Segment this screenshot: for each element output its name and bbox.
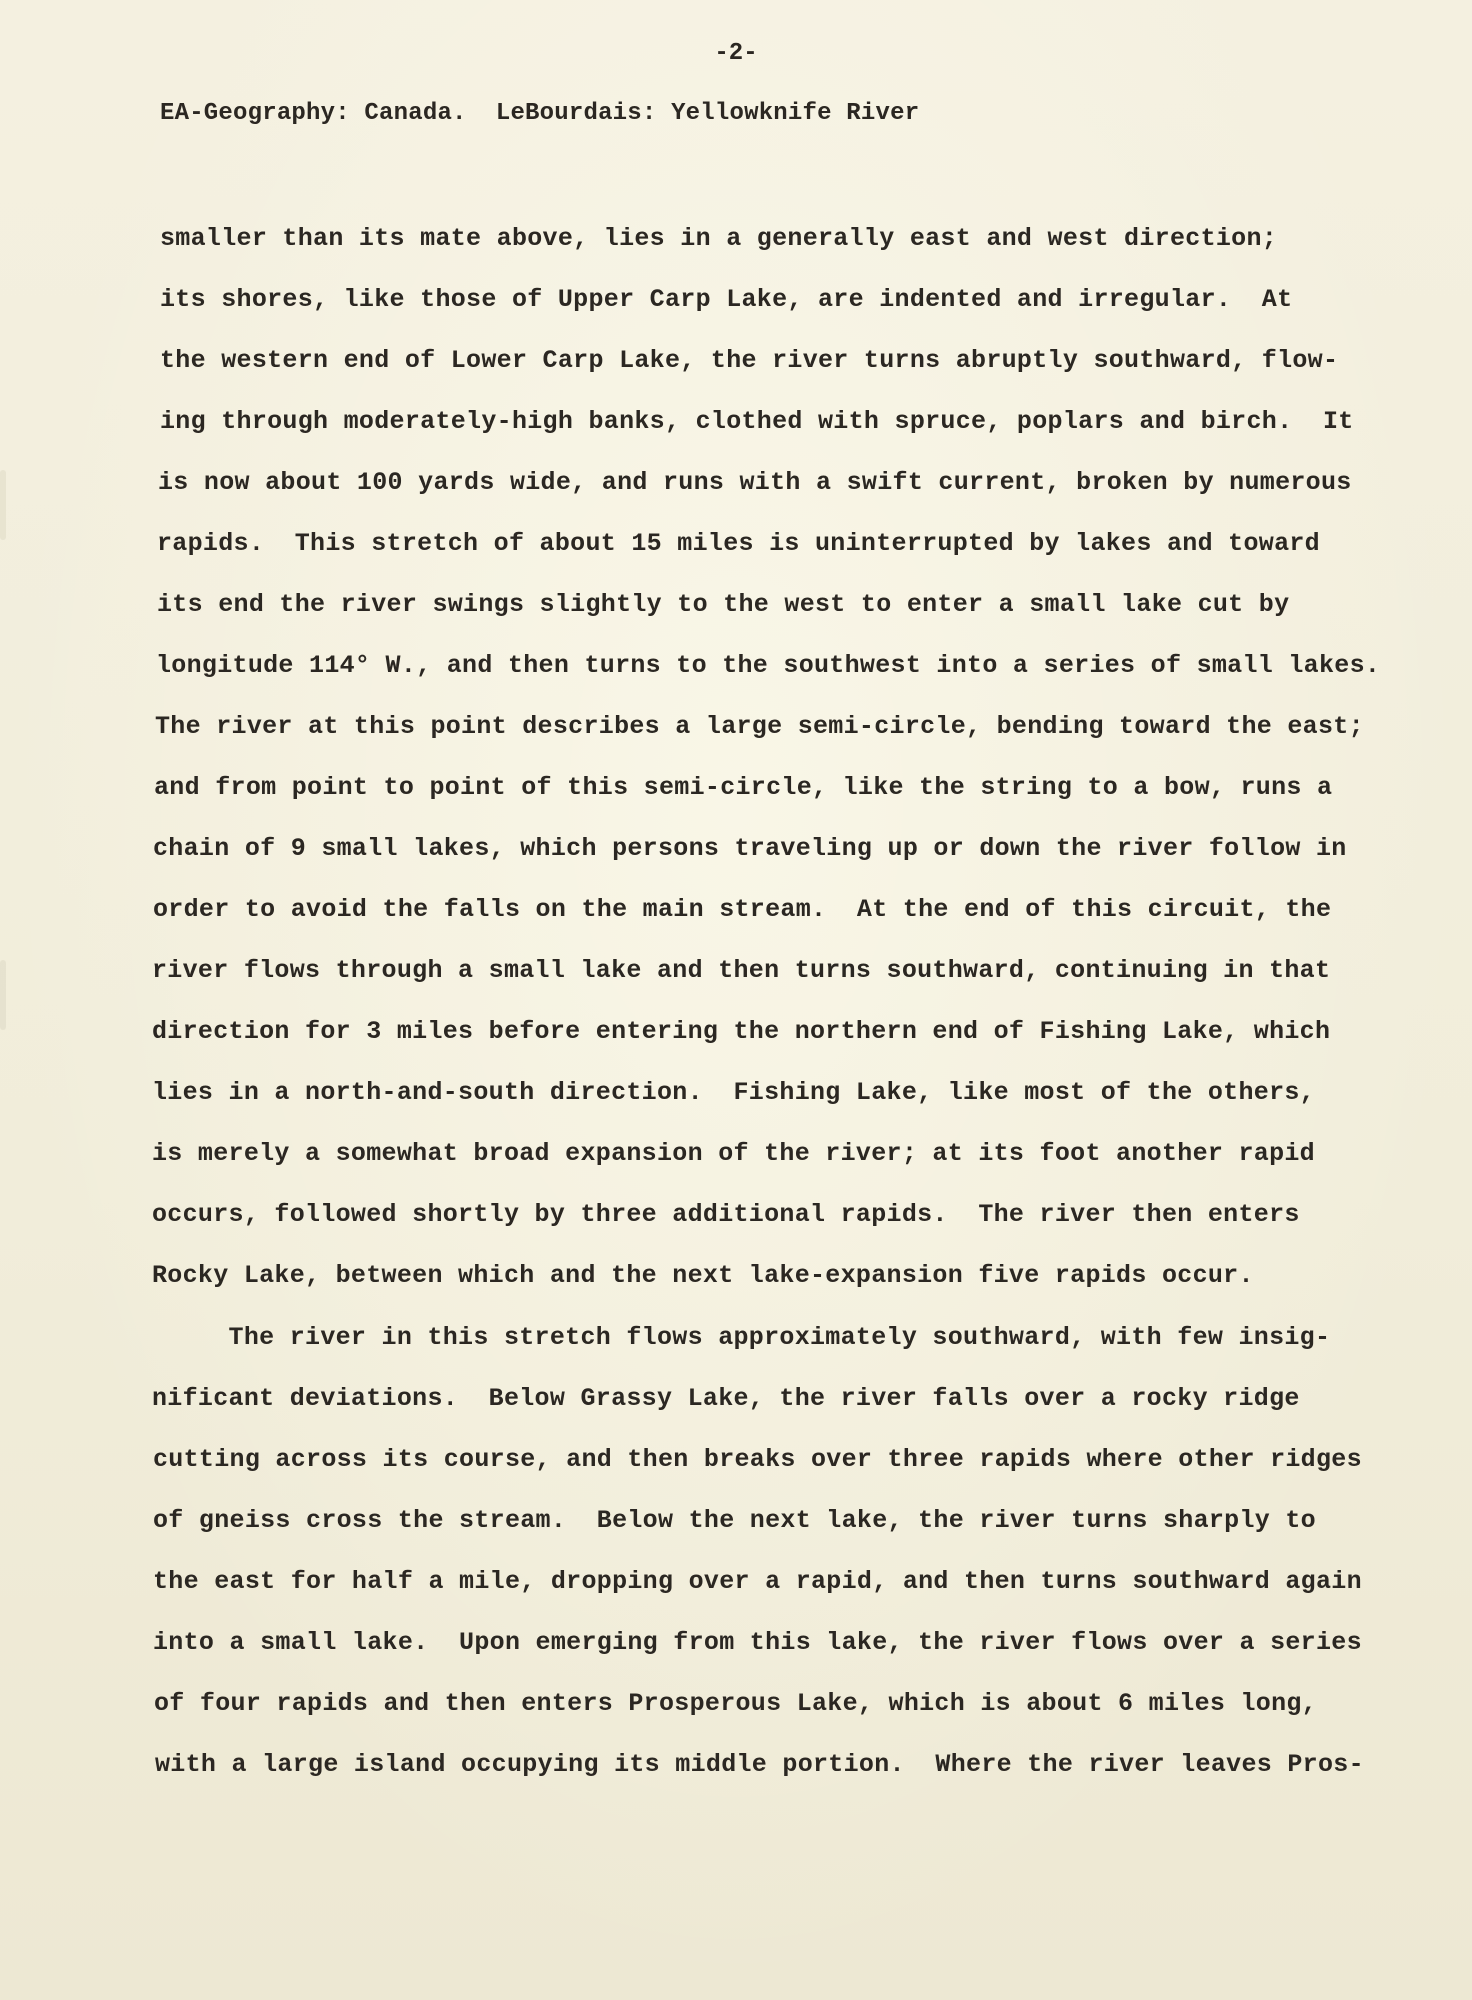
text-line: of gneiss cross the stream. Below the next lake, the river turns sharply to [153, 1506, 1316, 1535]
text-line: The river at this point describes a large semi-circle, bending toward the east; [155, 712, 1364, 741]
text-line: smaller than its mate above, lies in a generally east and west direction; [160, 224, 1278, 253]
text-line: the east for half a mile, dropping over a rapid, and then turns southward again [153, 1567, 1362, 1596]
page-number: -2- [714, 40, 758, 67]
text-line: its end the river swings slightly to the west to enter a small lake cut by [157, 590, 1290, 619]
page-header: EA-Geography: Canada. LeBourdais: Yellowknife River [160, 100, 920, 127]
text-line: and from point to point of this semi-circle, like the string to a bow, runs a [154, 773, 1333, 802]
text-line: cutting across its course, and then breaks over three rapids where other ridges [153, 1445, 1362, 1474]
text-line: river flows through a small lake and then turns southward, continuing in that [152, 956, 1331, 985]
text-line: is now about 100 yards wide, and runs with a swift current, broken by numerous [158, 468, 1352, 497]
text-line: Rocky Lake, between which and the next lake-expansion five rapids occur. [152, 1261, 1254, 1290]
text-line: with a large island occupying its middle portion. Where the river leaves Pros- [155, 1750, 1364, 1779]
text-line: the western end of Lower Carp Lake, the river turns abruptly southward, flow- [160, 346, 1339, 375]
text-line: rapids. This stretch of about 15 miles is uninterrupted by lakes and toward [157, 529, 1320, 558]
text-line: ing through moderately-high banks, clothed with spruce, poplars and birch. It [160, 407, 1354, 436]
text-line: nificant deviations. Below Grassy Lake, the river falls over a rocky ridge [152, 1384, 1300, 1413]
text-line: lies in a north-and-south direction. Fishing Lake, like most of the others, [152, 1078, 1315, 1107]
paper-edge-mark [0, 470, 6, 540]
text-line: order to avoid the falls on the main stream. At the end of this circuit, the [153, 895, 1332, 924]
text-line: into a small lake. Upon emerging from this lake, the river flows over a series [153, 1628, 1362, 1657]
paper-edge-mark [0, 960, 6, 1030]
text-line: longitude 114° W., and then turns to the southwest into a series of small lakes. [156, 651, 1381, 680]
text-line: direction for 3 miles before entering the northern end of Fishing Lake, which [152, 1017, 1331, 1046]
text-line: of four rapids and then enters Prosperous Lake, which is about 6 miles long, [154, 1689, 1317, 1718]
text-line: occurs, followed shortly by three additional rapids. The river then enters [152, 1200, 1300, 1229]
text-line: The river in this stretch flows approximately southward, with few insig- [152, 1323, 1331, 1352]
text-line: its shores, like those of Upper Carp Lake, are indented and irregular. At [160, 285, 1293, 314]
text-line: chain of 9 small lakes, which persons traveling up or down the river follow in [153, 834, 1347, 863]
text-line: is merely a somewhat broad expansion of the river; at its foot another rapid [152, 1139, 1315, 1168]
